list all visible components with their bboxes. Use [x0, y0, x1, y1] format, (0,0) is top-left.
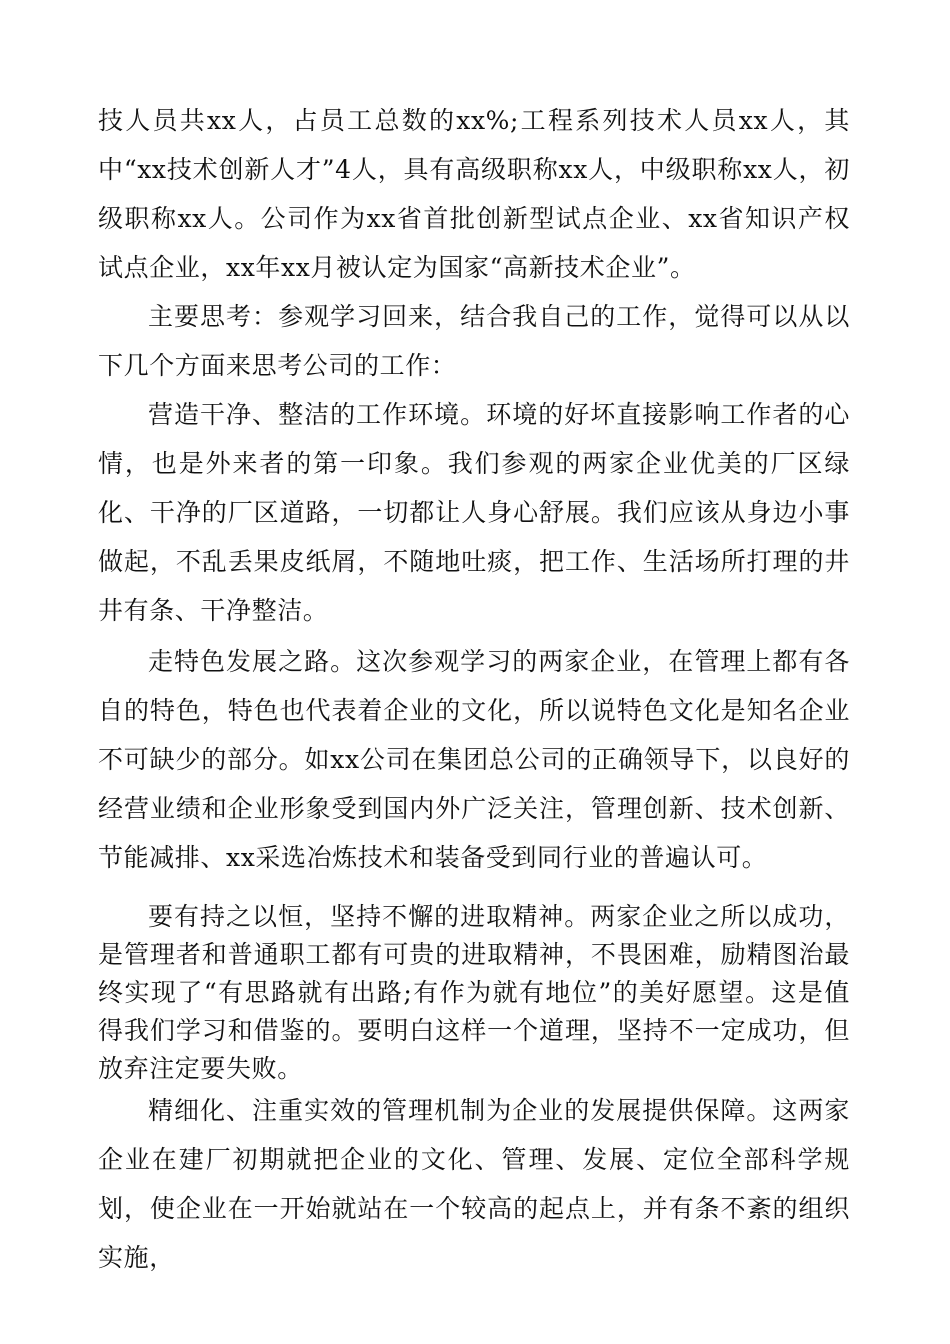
paragraph-clean-environment: 营造干净、整洁的工作环境。环境的好坏直接影响工作者的心情，也是外来者的第一印象。我们参观的两家企业优美的厂区绿化、干净的厂区道路，一切都让人身心舒展。我们应该从身边小事做起，不乱丢果皮纸屑，不随地吐痰，把工作、生活场所打理的井井有条、干净整洁。: [98, 400, 850, 625]
paragraph-management-mechanism: 精细化、注重实效的管理机制为企业的发展提供保障。这两家企业在建厂初期就把企业的文化、管理、发展、定位全部科学规划，使企业在一开始就站在一个较高的起点上，并有条不紊的组织实施，: [98, 1096, 850, 1272]
paragraph-perseverance: 要有持之以恒，坚持不懈的进取精神。两家企业之所以成功，是管理者和普通职工都有可贵的进取精神，不畏困难，励精图治最终实现了“有思路就有出路;有作为就有地位”的美好愿望。这是值得我们学习和借鉴的。要明白这样一个道理，坚持不一定成功，但放弃注定要失败。: [98, 902, 850, 1083]
paragraph-main-thoughts: 主要思考：参观学习回来，结合我自己的工作，觉得可以从以下几个方面来思考公司的工作：: [98, 302, 850, 380]
paragraph-distinctive-development: 走特色发展之路。这次参观学习的两家企业，在管理上都有各自的特色，特色也代表着企业的文化，所以说特色文化是知名企业不可缺少的部分。如xx公司在集团总公司的正确领导下，以良好的经营业绩和企业形象受到国内外广泛关注，管理创新、技术创新、节能减排、xx采选冶炼技术和装备受到同行业的普遍认可。: [98, 647, 850, 872]
paragraph-staff-stats: 技人员共xx人，占员工总数的xx%;工程系列技术人员xx人，其中“xx技术创新人才”4人，具有高级职称xx人，中级职称xx人，初级职称xx人。公司作为xx省首批创新型试点企业、xx省知识产权试点企业，xx年xx月被认定为国家“高新技术企业”。: [98, 106, 850, 282]
